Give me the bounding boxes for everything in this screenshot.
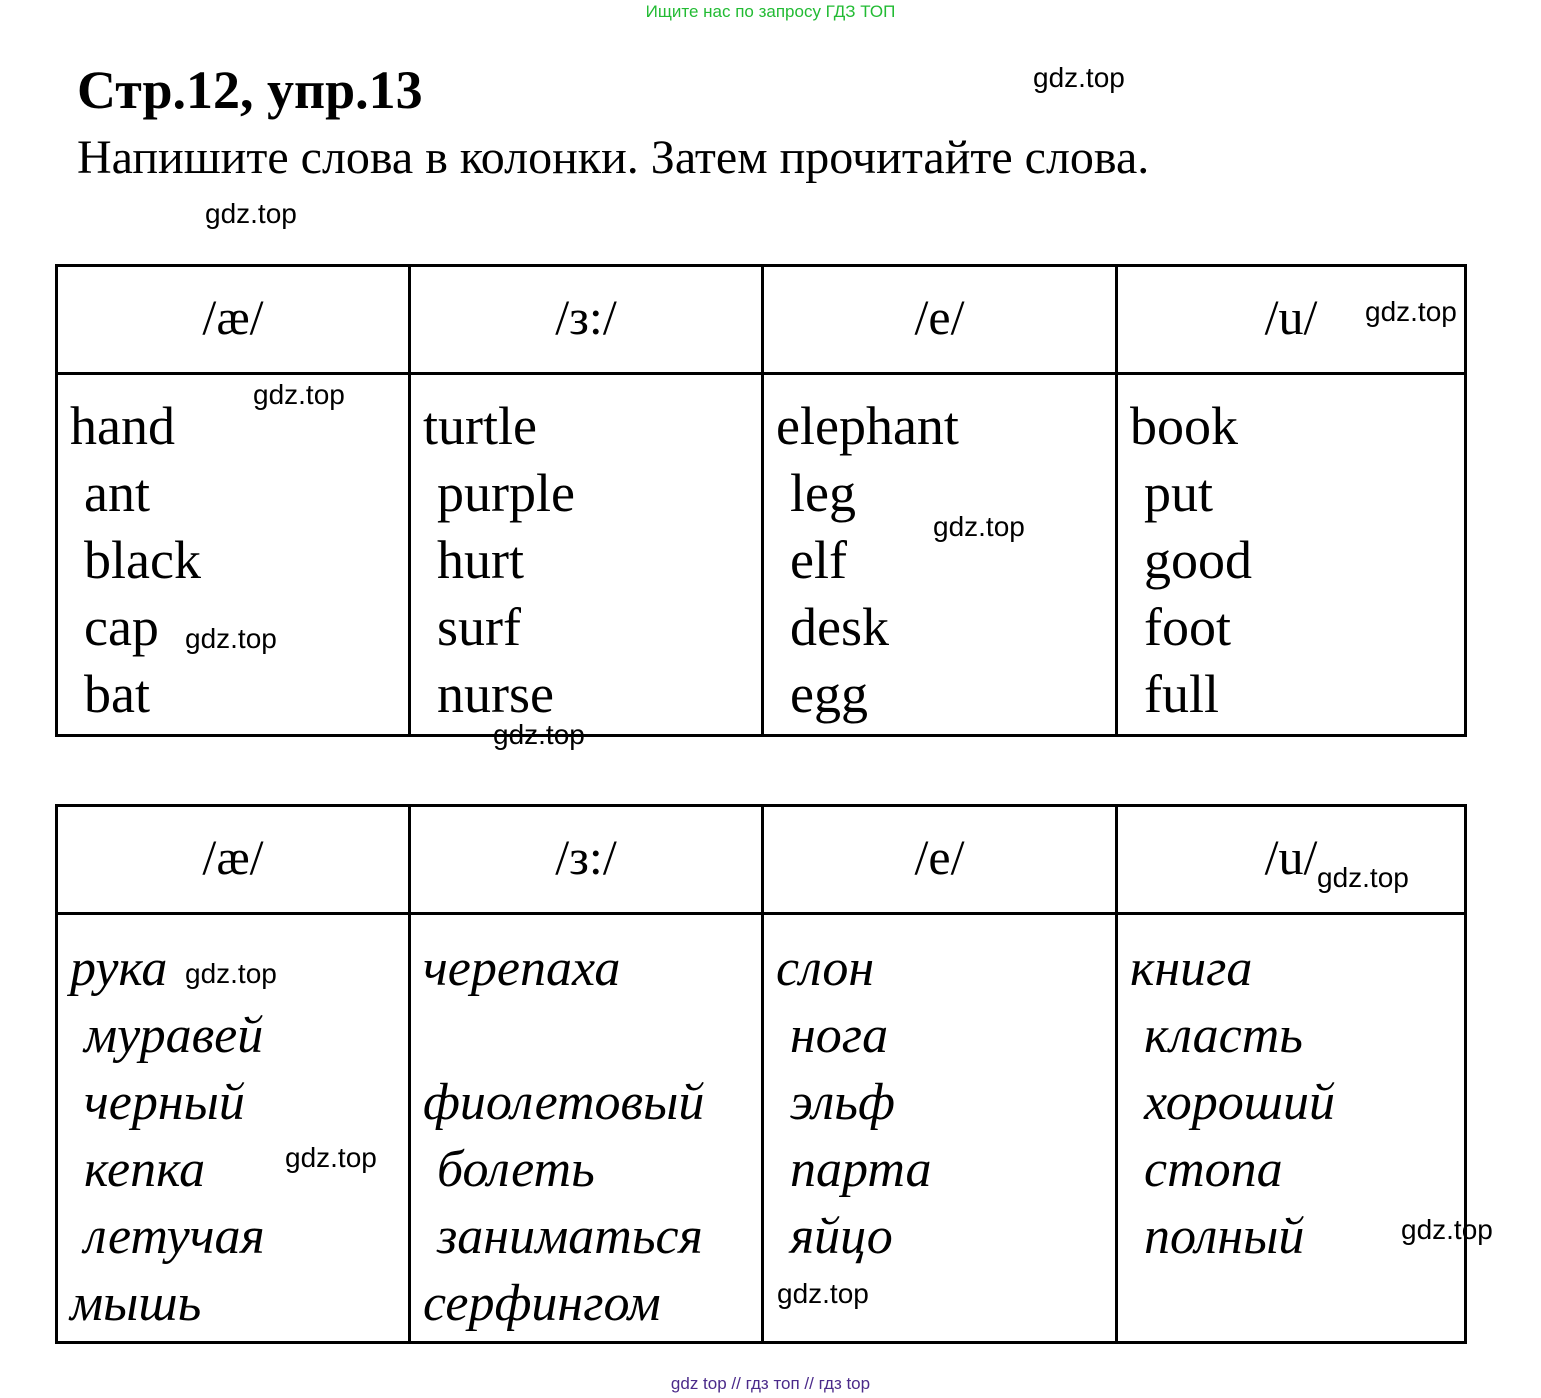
translation: кепка <box>84 1141 206 1198</box>
header-cell: /u/ <box>1264 828 1318 885</box>
translation: стопа <box>1144 1141 1283 1198</box>
word: leg <box>790 463 856 523</box>
header-cell: /u/ <box>1264 288 1318 345</box>
translation: болеть <box>437 1141 595 1198</box>
watermark: gdz.top <box>185 623 277 654</box>
footer-links: gdz top // гдз топ // гдз top <box>670 1374 871 1393</box>
table-header-row <box>58 807 1464 915</box>
watermark: gdz.top <box>253 379 345 410</box>
word: black <box>84 530 201 590</box>
word: turtle <box>423 396 537 456</box>
word: nurse <box>437 664 554 724</box>
word: put <box>1144 463 1214 523</box>
words-table-russian <box>55 804 1467 1344</box>
word: foot <box>1144 597 1231 657</box>
watermark: gdz.top <box>1401 1214 1493 1245</box>
header-cell: /æ/ <box>58 267 411 372</box>
translation: класть <box>1144 1007 1303 1064</box>
header-cell: /з:/ <box>411 807 764 912</box>
translation: фиолетовый <box>423 1074 705 1131</box>
word-column <box>411 375 764 737</box>
translation: нога <box>790 1007 889 1064</box>
watermark: gdz.top <box>1317 862 1409 893</box>
translation: летучая <box>84 1208 265 1265</box>
translation <box>423 1002 761 1069</box>
word-column <box>58 375 411 737</box>
translation: рука <box>70 940 168 997</box>
translation: серфингом <box>423 1275 661 1332</box>
watermark: gdz.top <box>933 511 1025 542</box>
translation: заниматься <box>437 1208 703 1265</box>
word: cap <box>84 597 159 657</box>
word: elf <box>790 530 847 590</box>
top-note: Ищите нас по запросу ГДЗ ТОП <box>645 2 896 21</box>
translation: парта <box>790 1141 932 1198</box>
word: desk <box>790 597 889 657</box>
word: elephant <box>776 396 959 456</box>
table-body-row <box>58 375 1464 737</box>
translation: книга <box>1130 940 1253 997</box>
header-cell: /з:/ <box>411 267 764 372</box>
watermark: gdz.top <box>1365 296 1457 327</box>
word: good <box>1144 530 1252 590</box>
word: surf <box>437 597 521 657</box>
translation: полный <box>1144 1208 1305 1265</box>
watermark: gdz.top <box>285 1142 377 1173</box>
translation: мышь <box>70 1275 202 1332</box>
header-cell: /e/ <box>764 807 1118 912</box>
word: hand <box>70 396 175 456</box>
page-title: Стр.12, упр.13 <box>77 60 423 120</box>
word-column <box>1118 375 1464 737</box>
word: purple <box>437 463 575 523</box>
word: hurt <box>437 530 524 590</box>
translation: муравей <box>84 1007 264 1064</box>
translation: эльф <box>790 1074 895 1131</box>
word: ant <box>84 463 150 523</box>
translation: слон <box>776 940 875 997</box>
translation: хороший <box>1144 1074 1336 1131</box>
word: egg <box>790 664 868 724</box>
words-table-english <box>55 264 1467 737</box>
translation: черный <box>84 1074 245 1131</box>
watermark: gdz.top <box>205 198 297 229</box>
watermark: gdz.top <box>493 719 585 750</box>
translation-column <box>1118 915 1464 1344</box>
word: full <box>1144 664 1219 724</box>
translation-column <box>411 915 764 1344</box>
table-header-row <box>58 267 1464 375</box>
translation: яйцо <box>790 1208 893 1265</box>
word-column <box>764 375 1118 737</box>
header-cell: /æ/ <box>58 807 411 912</box>
watermark: gdz.top <box>777 1278 869 1309</box>
instruction: Напишите слова в колонки. Затем прочитайте слова. <box>77 131 1150 184</box>
word: bat <box>84 664 150 724</box>
word: book <box>1130 396 1238 456</box>
watermark: gdz.top <box>1033 62 1125 93</box>
header-cell: /e/ <box>764 267 1118 372</box>
watermark: gdz.top <box>185 958 277 989</box>
translation: черепаха <box>423 940 621 997</box>
